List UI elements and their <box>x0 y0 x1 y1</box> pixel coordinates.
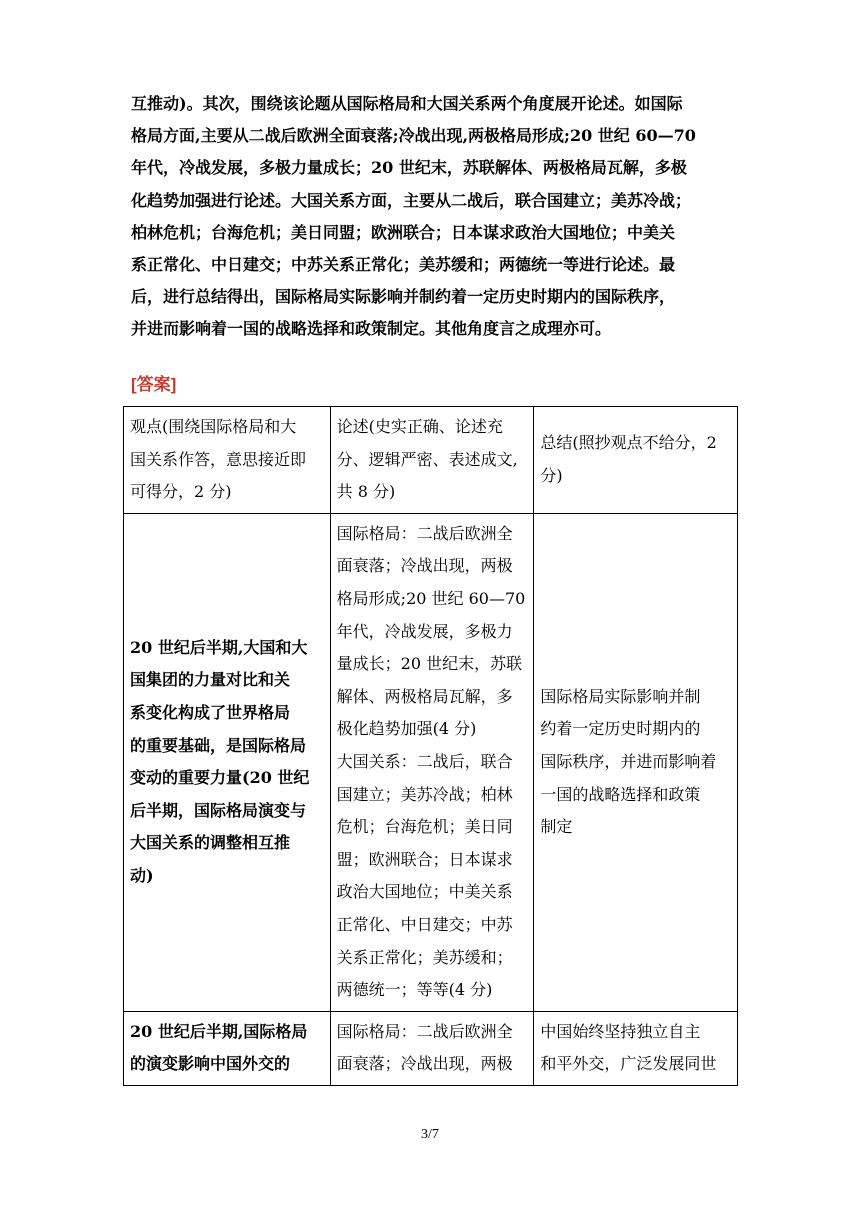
table-row <box>124 1011 738 1085</box>
paragraph-line: 系正常化、中日建交；中苏关系正常化；美苏缓和；两德统一等进行论述。最 <box>131 255 676 275</box>
paragraph-line: 并进而影响着一国的战略选择和政策制定。其他角度言之成理亦可。 <box>131 319 612 339</box>
table-header-row <box>124 407 738 514</box>
summary-cell: 国际格局实际影响并制 约着一定历史时期内的 国际秩序，并进而影响着 一国的战略选择和政策 制定 <box>534 513 738 1011</box>
answer-table <box>123 406 738 1086</box>
viewpoint-cell: 20 世纪后半期,国际格局 的演变影响中国外交的 <box>124 1011 331 1085</box>
summary-cell: 中国始终坚持独立自主 和平外交，广泛发展同世 <box>534 1011 738 1085</box>
page-number: 3/7 <box>421 1127 439 1142</box>
argument-cell: 国际格局：二战后欧洲全 面衰落；冷战出现，两极 <box>330 1011 534 1085</box>
paragraph-line: 年代，冷战发展，多极力量成长；20 世纪末，苏联解体、两极格局瓦解，多极 <box>131 158 687 178</box>
answer-label: [答案] <box>131 375 177 394</box>
paragraph-line: 后，进行总结得出，国际格局实际影响并制约着一定历史时期内的国际秩序， <box>131 287 676 307</box>
analysis-paragraph <box>131 88 735 346</box>
viewpoint-cell: 20 世纪后半期,大国和大 国集团的力量对比和关 系变化构成了世界格局 的重要基础，是国际格局 变动的重要力量(20 世纪 后半期，国际格局演变与 大国关系的调整相互推 动) <box>124 513 331 1011</box>
paragraph-line: 互推动)。其次，围绕该论题从国际格局和大国关系两个角度展开论述。如国际 <box>131 94 683 113</box>
header-argument-cell: 论述(史实正确、论述充 分、逻辑严密、表述成文, 共 8 分) <box>330 407 534 514</box>
header-summary-cell: 总结(照抄观点不给分，2 分) <box>534 407 738 514</box>
table-row <box>124 513 738 1011</box>
argument-cell: 国际格局：二战后欧洲全 面衰落；冷战出现，两极 格局形成;20 世纪 60—70 年代，冷战发展，多极力 量成长；20 世纪末，苏联 解体、两极格局瓦解，多 极化趋势加强(4 分) 大国关系：二战后，联合 国建立；美苏冷战；柏林 危机；台海危机；美日同 盟；欧洲联合；日本谋求 政治大国地位；中美关系 正常化、中日建交；中苏 关系正常化；美苏缓和； 两德统一；等等(4 分) <box>330 513 534 1011</box>
paragraph-line: 格局方面,主要从二战后欧洲全面衰落;冷战出现,两极格局形成;20 世纪 60—70 <box>131 126 696 146</box>
paragraph-line: 化趋势加强进行论述。大国关系方面，主要从二战后，联合国建立；美苏冷战； <box>131 190 692 210</box>
paragraph-line: 柏林危机；台海危机；美日同盟；欧洲联合；日本谋求政治大国地位；中美关 <box>131 222 676 242</box>
header-viewpoint-cell: 观点(围绕国际格局和大 国关系作答，意思接近即 可得分，2 分) <box>124 407 331 514</box>
